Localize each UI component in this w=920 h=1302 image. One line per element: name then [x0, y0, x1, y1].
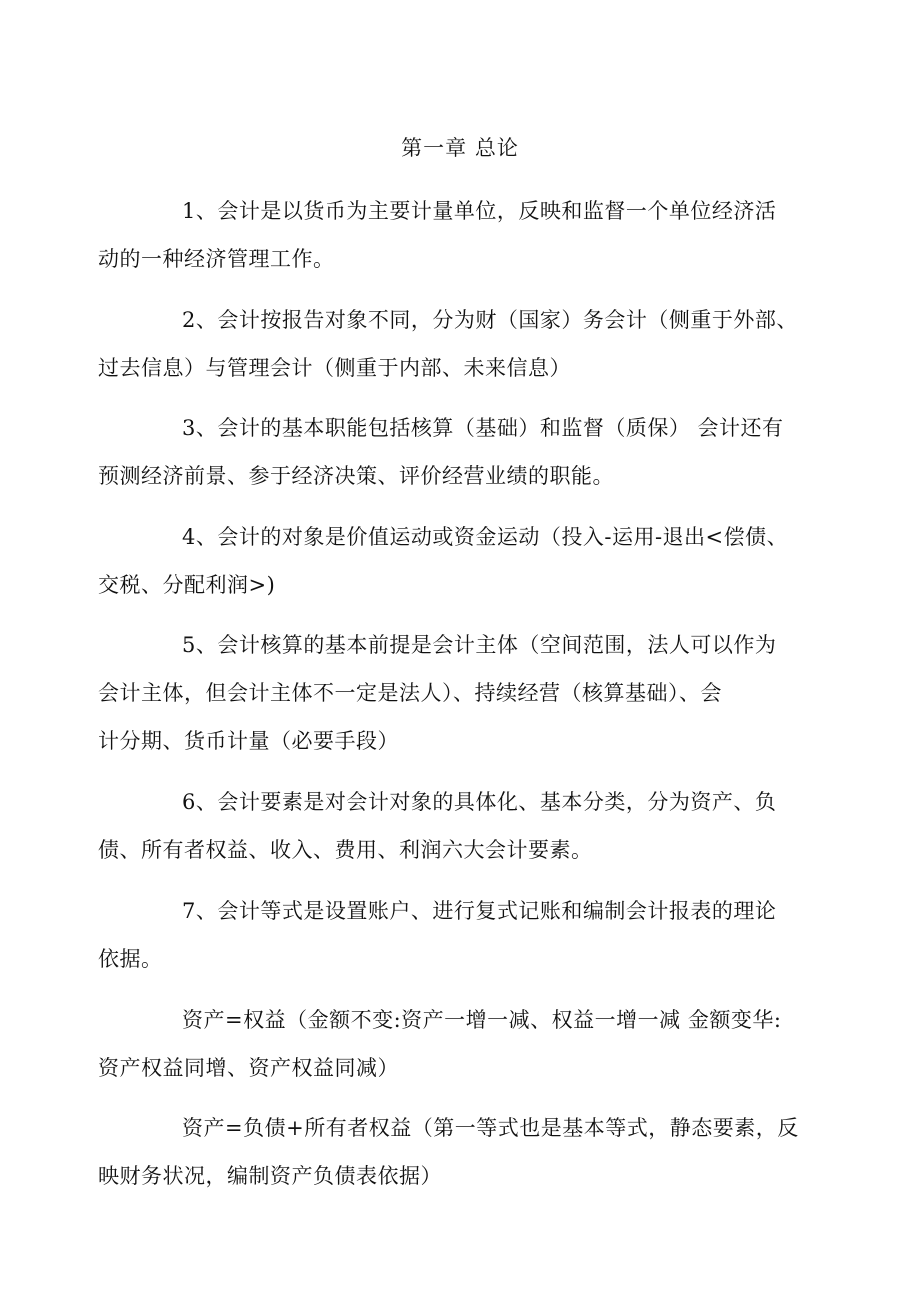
paragraph-line: 资产=权益（金额不变:资产一增一减、权益一增一减 金额变华: [182, 1008, 782, 1032]
paragraph-line: 7、会计等式是设置账户、进行复式记账和编制会计报表的理论 [182, 899, 777, 923]
paragraph-4 [98, 513, 789, 609]
paragraph-line: 资产=负债+所有者权益（第一等式也是基本等式，静态要素，反 [182, 1116, 799, 1140]
paragraph-line: 6、会计要素是对会计对象的具体化、基本分类，分为资产、负 [182, 790, 777, 814]
chapter-title: 第一章 总论 [401, 136, 519, 160]
paragraph-line: 资产权益同增、资产权益同减） [98, 1056, 399, 1080]
paragraph-line: 计分期、货币计量（必要手段） [98, 729, 399, 753]
paragraph-1 [98, 187, 788, 283]
paragraph-line: 依据。 [98, 947, 163, 971]
paragraph-line: 会计主体，但会计主体不一定是法人）、持续经营（核算基础）、会 [98, 681, 722, 705]
paragraph-line: 过去信息）与管理会计（侧重于内部、未来信息） [98, 356, 571, 380]
paragraph-line: 4、会计的对象是价值运动或资金运动（投入-运用-退出<偿债、 [182, 525, 789, 549]
paragraph-line: 债、所有者权益、收入、费用、利润六大会计要素。 [98, 838, 593, 862]
paragraph-3 [98, 404, 788, 500]
paragraph-9 [98, 1104, 799, 1200]
paragraph-7 [98, 887, 788, 983]
paragraph-6 [98, 778, 788, 874]
paragraph-8 [98, 996, 788, 1092]
paragraph-2 [98, 296, 798, 392]
paragraph-line: 2、会计按报告对象不同，分为财（国家）务会计（侧重于外部、 [182, 308, 798, 332]
paragraph-line: 交税、分配利润>) [98, 573, 276, 597]
paragraph-line: 3、会计的基本职能包括核算（基础）和监督（质保） 会计还有 [182, 416, 784, 440]
paragraph-line: 1、会计是以货币为主要计量单位，反映和监督一个单位经济活 [182, 199, 777, 223]
paragraph-line: 映财务状况，编制资产负债表依据） [98, 1164, 442, 1188]
paragraph-line: 5、会计核算的基本前提是会计主体（空间范围，法人可以作为 [182, 633, 777, 657]
paragraph-line: 动的一种经济管理工作。 [98, 247, 335, 271]
paragraph-5 [98, 621, 788, 765]
paragraph-line: 预测经济前景、参于经济决策、评价经营业绩的职能。 [98, 464, 614, 488]
